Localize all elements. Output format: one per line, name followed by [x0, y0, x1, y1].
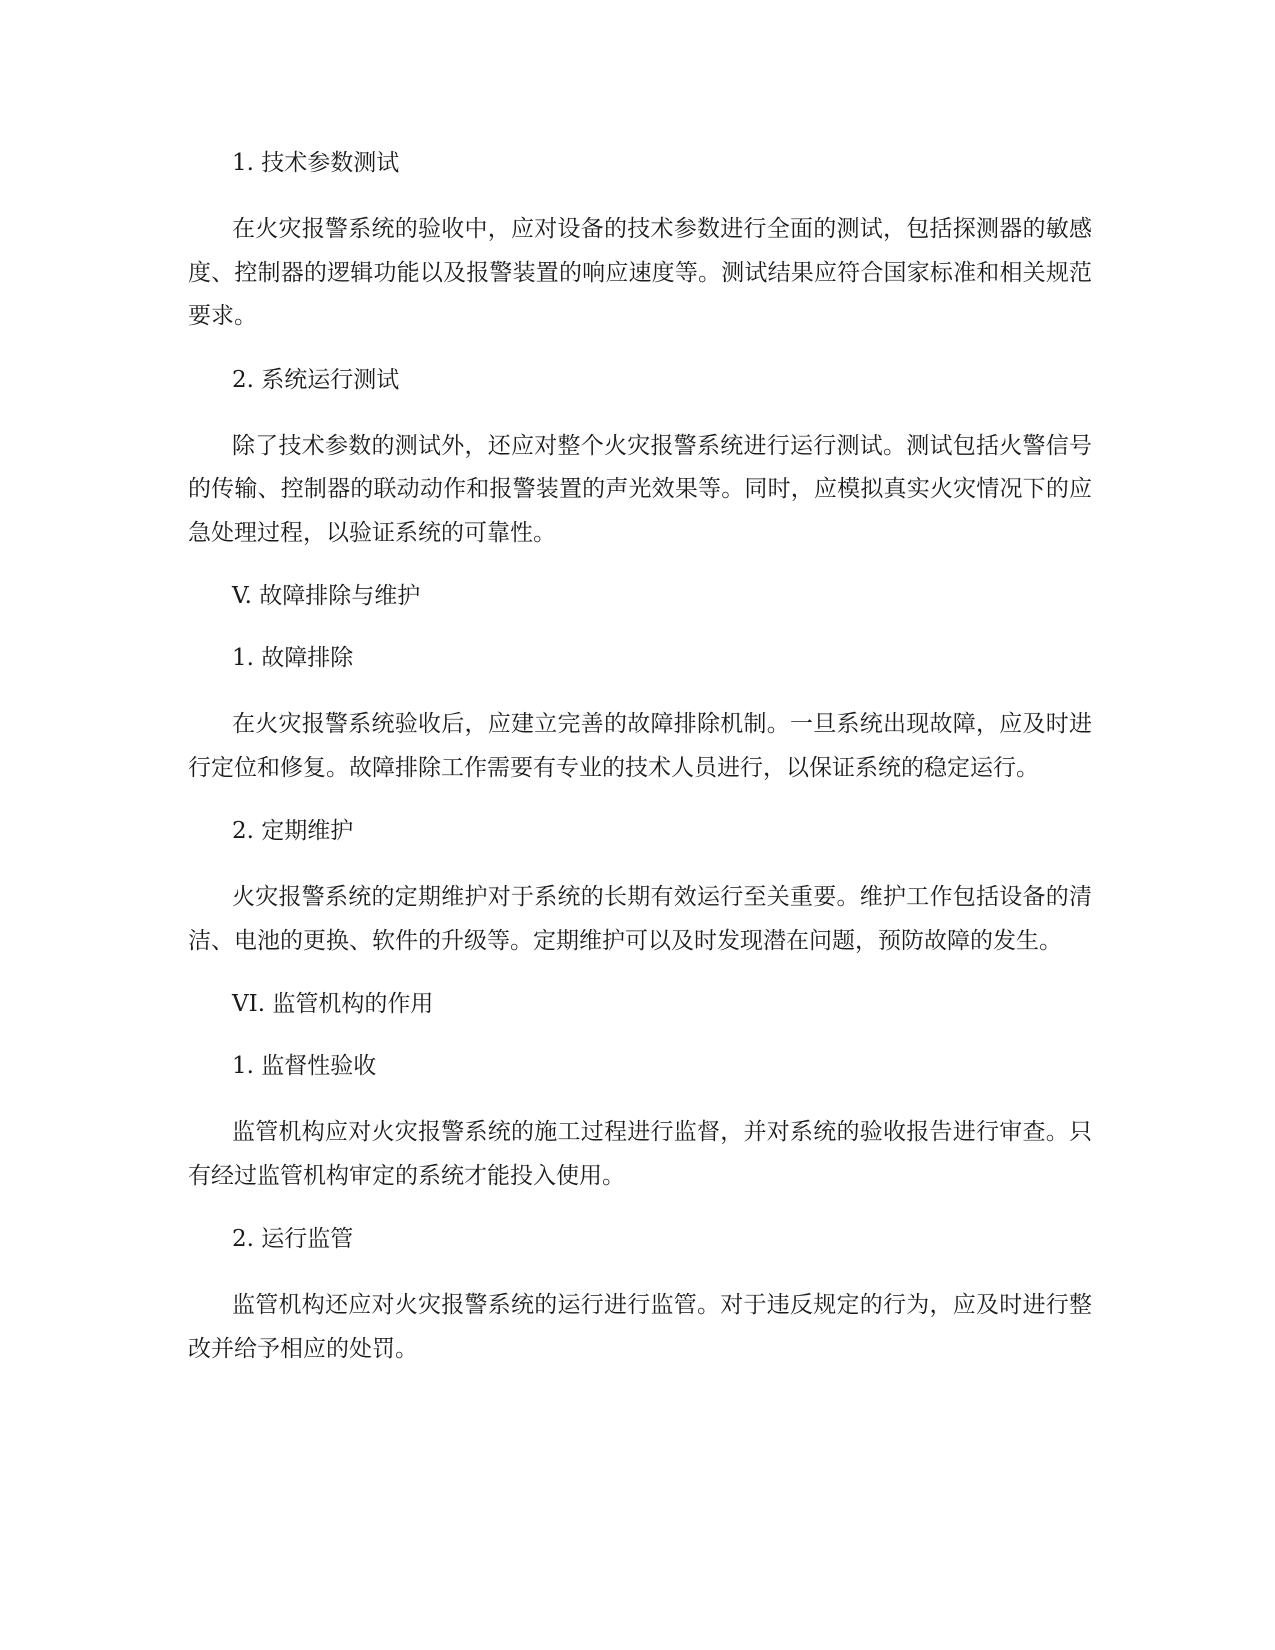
section-heading: 1. 技术参数测试 [232, 150, 400, 176]
body-paragraph: 除了技术参数的测试外，还应对整个火灾报警系统进行运行测试。测试包括火警信号的传输、控制器的联动动作和报警装置的声光效果等。同时，应模拟真实火灾情况下的应急处理过程，以验证系统的可靠性。 [188, 432, 1092, 546]
body-paragraph: 在火灾报警系统验收后，应建立完善的故障排除机制。一旦系统出现故障，应及时进行定位和修复。故障排除工作需要有专业的技术人员进行，以保证系统的稳定运行。 [188, 711, 1092, 781]
document-body [188, 142, 1092, 1371]
body-paragraph: 监管机构应对火灾报警系统的施工过程进行监督，并对系统的验收报告进行审查。只有经过监管机构审定的系统才能投入使用。 [188, 1119, 1092, 1189]
section-heading: 1. 故障排除 [232, 645, 354, 671]
section-heading: 2. 定期维护 [232, 818, 354, 844]
section-heading: 2. 系统运行测试 [232, 366, 400, 393]
chapter-heading: VI. 监管机构的作用 [232, 991, 434, 1017]
body-paragraph: 火灾报警系统的定期维护对于系统的长期有效运行至关重要。维护工作包括设备的清洁、电池的更换、软件的升级等。定期维护可以及时发现潜在问题，预防故障的发生。 [188, 884, 1092, 954]
section-heading: 2. 运行监管 [232, 1226, 354, 1252]
body-paragraph: 在火灾报警系统的验收中，应对设备的技术参数进行全面的测试，包括探测器的敏感度、控制器的逻辑功能以及报警装置的响应速度等。测试结果应符合国家标准和相关规范要求。 [188, 216, 1092, 329]
body-paragraph: 监管机构还应对火灾报警系统的运行进行监管。对于违反规定的行为，应及时进行整改并给予相应的处罚。 [188, 1292, 1092, 1362]
chapter-heading: V. 故障排除与维护 [232, 583, 421, 609]
section-heading: 1. 监督性验收 [232, 1053, 377, 1079]
